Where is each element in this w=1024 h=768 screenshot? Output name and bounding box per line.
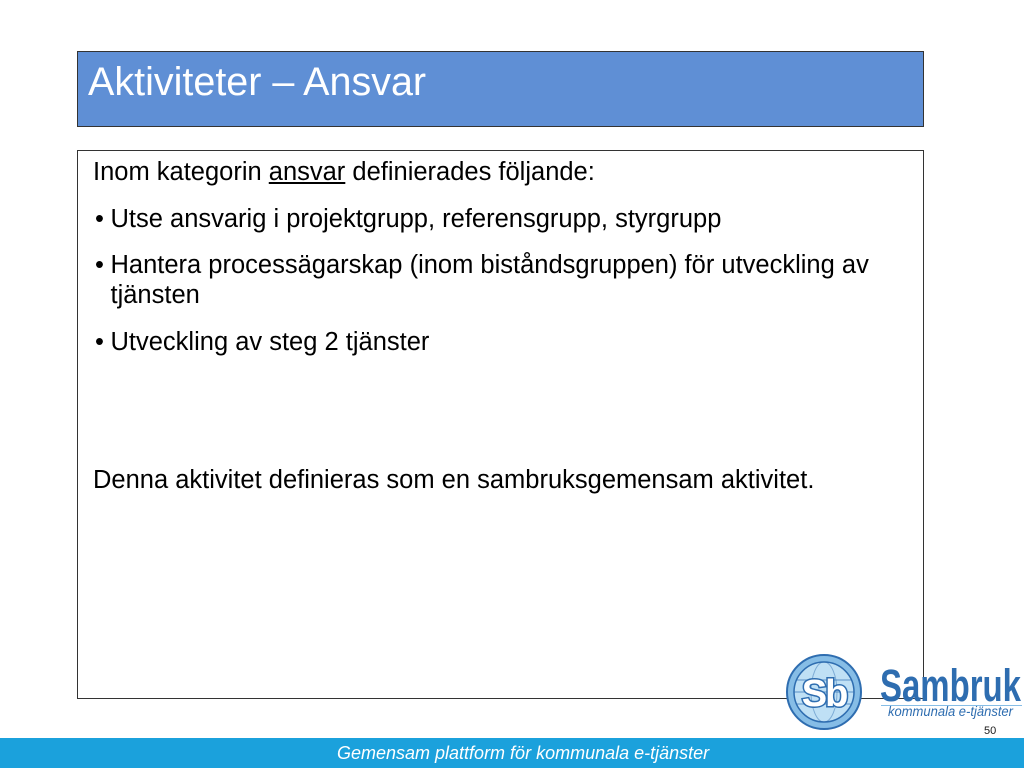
bullet-text: Utse ansvarig i projektgrupp, referensgrupp, styrgrupp — [110, 204, 722, 233]
footer-text: Gemensam plattform för kommunala e-tjänster — [337, 743, 710, 763]
content-text — [93, 157, 905, 495]
bullet-list — [93, 204, 905, 357]
logo-wordmark: Sambruk — [880, 660, 1022, 711]
sambruk-logo — [784, 652, 1024, 734]
bullet-marker: • — [95, 251, 104, 279]
bullet-text: Hantera processägarskap (inom biståndsgruppen) för utveckling av tjänsten — [110, 251, 869, 309]
intro-keyword: ansvar — [268, 158, 346, 186]
logo-tagline: kommunala e-tjänster — [888, 704, 1014, 719]
logo-emblem — [787, 655, 861, 729]
title-bar — [77, 51, 924, 127]
content-box — [77, 150, 924, 699]
bullet-item — [93, 250, 905, 310]
logo-monogram: Sb — [801, 673, 847, 715]
intro-paragraph — [93, 157, 905, 187]
bullet-marker: • — [95, 204, 104, 233]
conclusion-paragraph: Denna aktivitet definieras som en sambruksgemensam aktivitet. — [93, 466, 815, 494]
footer-bar — [0, 738, 1024, 768]
intro-text-after: definierades följande: — [345, 158, 595, 186]
page-number: 50 — [984, 725, 997, 737]
slide-title: Aktiviteter – Ansvar — [88, 59, 427, 104]
intro-text-before: Inom kategorin — [93, 158, 269, 186]
bullet-marker: • — [95, 327, 104, 356]
bullet-text: Utveckling av steg 2 tjänster — [110, 327, 430, 356]
bullet-item — [93, 204, 905, 234]
bullet-item — [93, 327, 905, 357]
